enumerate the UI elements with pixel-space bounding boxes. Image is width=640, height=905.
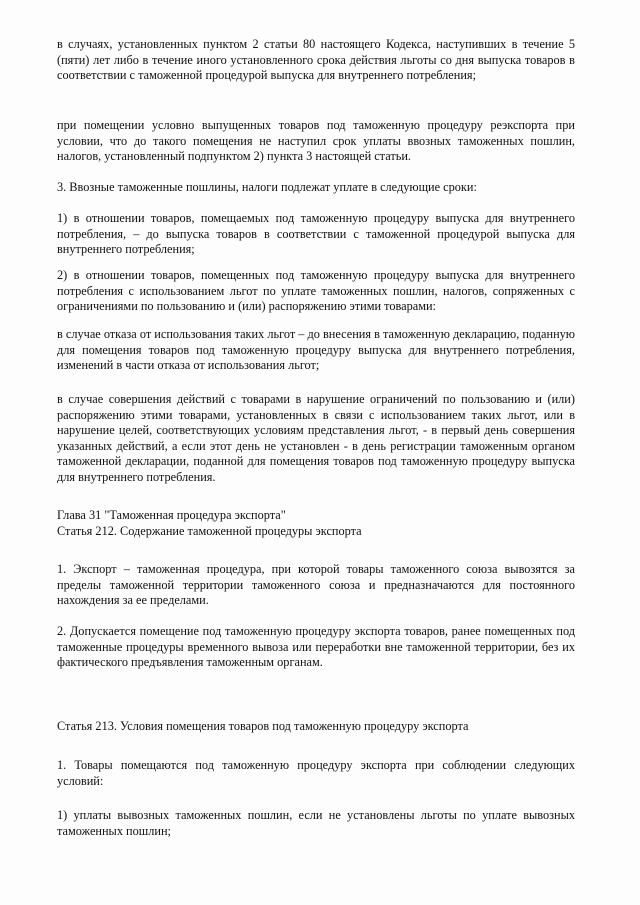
paragraph-term-1: 1) в отношении товаров, помещаемых под таможенную процедуру выпуска для внутреннего потребления, – до выпуска товаров в соответствии с таможенной процедурой выпуска для внутреннего потребления; [57, 211, 575, 256]
paragraph-refusal-case: в случае отказа от использования таких льгот – до внесения в таможенную декларацию, поданную для помещения товаров под таможенную процедуру выпуска для внутреннего потребления, изменений в части отказа от использования льгот; [57, 327, 575, 372]
article-212-paragraph-1: 1. Экспорт – таможенная процедура, при которой товары таможенного союза вывозятся за пределы таможенной территории таможенного союза и предназначаются для постоянного нахождения за ее пределами. [57, 562, 575, 607]
chapter-heading: Глава 31 "Таможенная процедура экспорта" [57, 508, 286, 522]
article-212-paragraph-2: 2. Допускается помещение под таможенную процедуру экспорта товаров, ранее помещенных под таможенные процедуры временного вывоза или переработки вне таможенной территории, без их фактического предъявления таможенным органам. [57, 624, 575, 669]
article-213-paragraph-1: 1. Товары помещаются под таможенную процедуру экспорта при соблюдении следующих условий: [57, 758, 575, 788]
article-213-paragraph-2: 1) уплаты вывозных таможенных пошлин, если не установлены льготы по уплате вывозных таможенных пошлин; [57, 808, 575, 838]
paragraph-payment-terms: 3. Ввозные таможенные пошлины, налоги подлежат уплате в следующие сроки: [57, 180, 477, 194]
paragraph-term-2: 2) в отношении товаров, помещенных под таможенную процедуру выпуска для внутреннего потребления с использованием льгот по уплате таможенных пошлин, налогов, сопряженных с ограничениями по пользованию и (или) распоряжению этими товарами: [57, 268, 575, 313]
paragraph-benefit-cases: в случаях, установленных пунктом 2 статьи 80 настоящего Кодекса, наступивших в течение 5 (пяти) лет либо в течение иного установленного срока действия льготы со дня выпуска товаров в соответствии с таможенной процедурой выпуска для внутреннего потребления; [57, 37, 575, 82]
paragraph-reexport-condition: при помещении условно выпущенных товаров под таможенную процедуру реэкспорта при условии, что до такого помещения не наступил срок уплаты ввозных таможенных пошлин, налогов, установленный подпунктом 2) пункта 3 настоящей статьи. [57, 118, 575, 163]
article-212-heading: Статья 212. Содержание таможенной процедуры экспорта [57, 524, 362, 538]
paragraph-violation-case: в случае совершения действий с товарами в нарушение ограничений по пользованию и (или) распоряжению этими товарами, установленных в связи с использованием таких льгот, или в нарушение целей, соответствующих условиям представления льгот, - в первый день совершения указанных действий, а если этот день не установлен - в день регистрации таможенным органом таможенной декларации, поданной для помещения товаров под таможенную процедуру выпуска для внутреннего потребления. [57, 392, 575, 484]
article-213-heading: Статья 213. Условия помещения товаров под таможенную процедуру экспорта [57, 719, 469, 733]
